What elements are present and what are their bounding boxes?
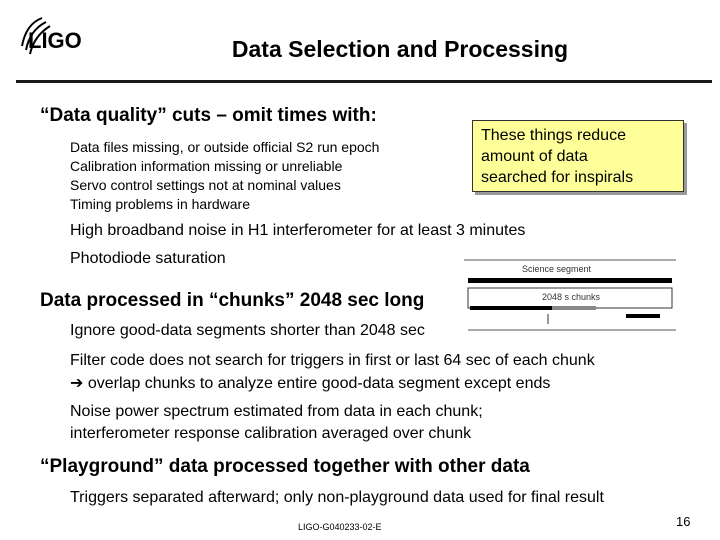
science-segment-bar <box>468 278 672 283</box>
saturation-item: Photodiode saturation <box>70 250 226 267</box>
callout-line: These things reduce <box>481 127 626 144</box>
playground-heading: “Playground” data processed together with other data <box>40 456 530 477</box>
segment-diagram <box>464 258 676 332</box>
calibration-line: interferometer response calibration averaged over chunk <box>70 425 472 442</box>
right-arrow-icon: ➔ <box>70 373 84 392</box>
overlap-text: overlap chunks to analyze entire good-data segment except ends <box>87 375 551 392</box>
list-item: Data files missing, or outside official S2 run epoch <box>70 139 380 155</box>
science-segment-label: Science segment <box>522 264 592 274</box>
ignore-item: Ignore good-data segments shorter than 2048 sec <box>70 322 425 339</box>
page-number: 16 <box>676 514 691 529</box>
psd-line: Noise power spectrum estimated from data in each chunk; <box>70 403 483 420</box>
chunk-bar <box>626 314 660 318</box>
list-item: Calibration information missing or unreliable <box>70 158 343 174</box>
chunk-bar <box>470 306 552 310</box>
overlap-line <box>70 372 550 394</box>
list-item: Servo control settings not at nominal values <box>70 177 341 193</box>
triggers-item: Triggers separated afterward; only non-playground data used for final result <box>70 489 604 506</box>
noise-item: High broadband noise in H1 interferometer for at least 3 minutes <box>70 222 526 239</box>
chunks-heading: Data processed in “chunks” 2048 sec long <box>40 290 425 311</box>
callout-line: searched for inspirals <box>481 169 634 186</box>
dq-heading: “Data quality” cuts – omit times with: <box>40 105 377 126</box>
list-item: Timing problems in hardware <box>70 196 250 212</box>
dq-list <box>70 138 379 214</box>
chunk-overlap-bar <box>552 306 596 310</box>
callout-box <box>472 120 684 192</box>
callout-line: amount of data <box>481 148 588 165</box>
chunks-label: 2048 s chunks <box>542 292 601 302</box>
title-divider <box>16 80 712 83</box>
document-id: LIGO-G040233-02-E <box>298 522 382 532</box>
logo-text: LIGO <box>28 28 82 53</box>
slide-title: Data Selection and Processing <box>231 36 569 62</box>
filter-line: Filter code does not search for triggers in first or last 64 sec of each chunk <box>70 352 595 369</box>
